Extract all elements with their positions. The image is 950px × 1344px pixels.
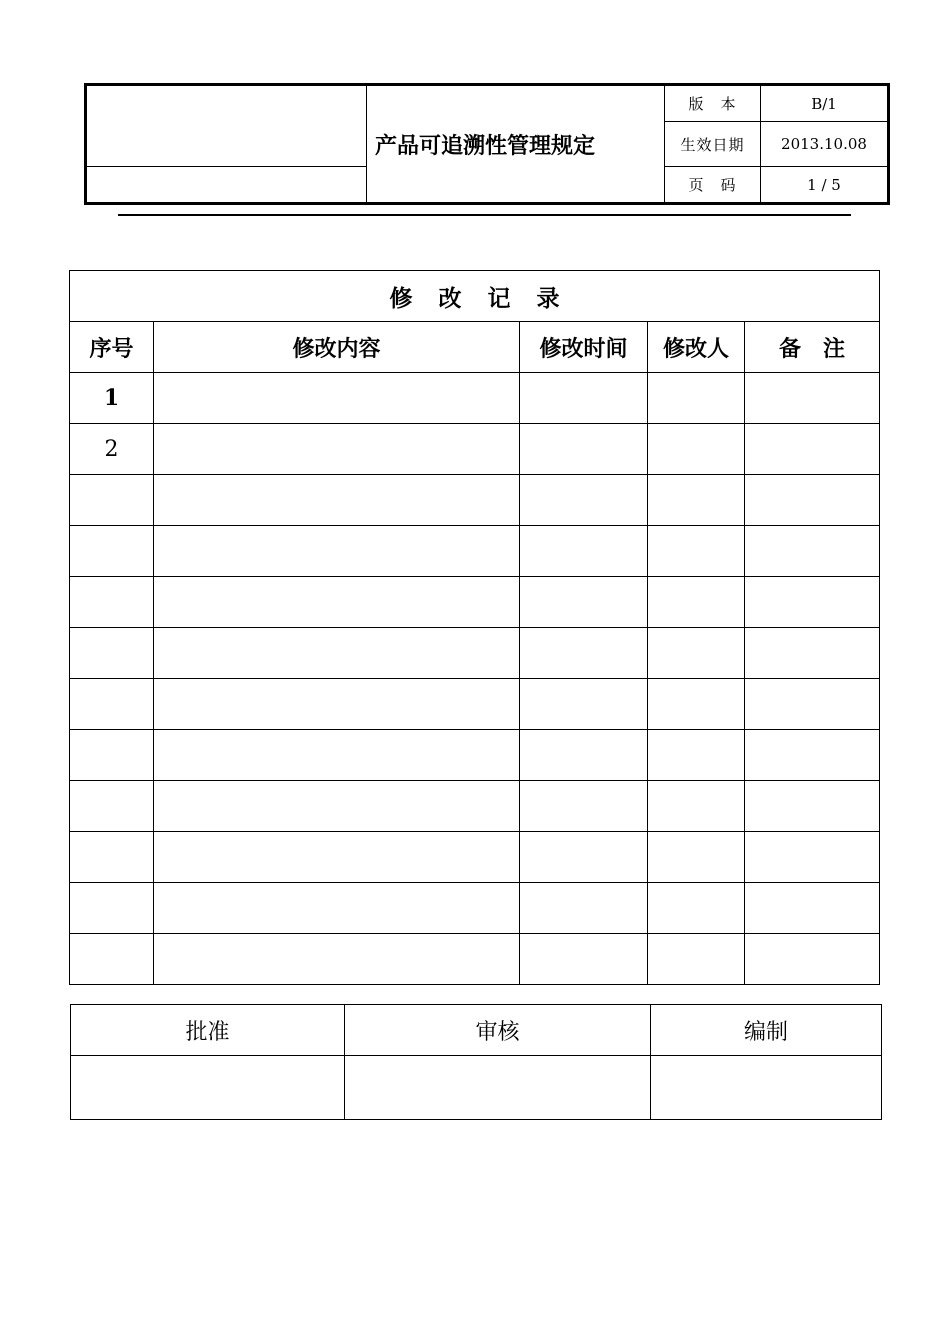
cell-modifier [648,424,745,475]
cell-seq [70,832,154,883]
table-row [70,424,880,475]
cell-remarks [745,679,880,730]
cell-content [154,475,520,526]
company-name-area [86,167,367,204]
cell-modifier [648,526,745,577]
cell-remarks [745,730,880,781]
cell-remarks [745,424,880,475]
cell-modifier [648,577,745,628]
cell-content [154,628,520,679]
cell-content [154,730,520,781]
cell-content [154,577,520,628]
revision-header-row [70,322,880,373]
cell-modifier [648,373,745,424]
cell-seq [70,577,154,628]
cell-remarks [745,832,880,883]
cell-content [154,781,520,832]
cell-seq [70,730,154,781]
cell-content [154,373,520,424]
table-row [70,577,880,628]
cell-time [520,424,648,475]
review-signature [345,1056,651,1120]
revision-rows [70,373,880,985]
table-row [70,781,880,832]
cell-seq [70,475,154,526]
revision-record-caption: 修改记录 [70,271,880,322]
cell-seq [70,628,154,679]
cell-remarks [745,577,880,628]
cell-time [520,526,648,577]
cell-remarks [745,475,880,526]
cell-modifier [648,883,745,934]
revision-record-table [69,270,880,985]
approve-signature [71,1056,345,1120]
cell-content [154,934,520,985]
table-row [70,832,880,883]
cell-remarks [745,883,880,934]
column-header-remarks: 备 注 [745,322,880,373]
approve-label: 批准 [71,1005,345,1056]
approval-header-row [71,1005,882,1056]
effective-date-label: 生效日期 [665,122,761,167]
effective-date-value: 2013.10.08 [761,122,889,167]
approval-sign-row [71,1056,882,1120]
cell-time [520,679,648,730]
cell-content [154,832,520,883]
cell-remarks [745,373,880,424]
cell-modifier [648,679,745,730]
cell-seq: 2 [70,424,154,475]
table-row [70,526,880,577]
cell-content [154,424,520,475]
cell-time [520,883,648,934]
cell-content [154,679,520,730]
cell-time [520,832,648,883]
cell-modifier [648,781,745,832]
column-header-seq: 序号 [70,322,154,373]
review-label: 审核 [345,1005,651,1056]
cell-time [520,373,648,424]
cell-remarks [745,628,880,679]
cell-time [520,730,648,781]
cell-time [520,628,648,679]
cell-time [520,781,648,832]
cell-remarks [745,934,880,985]
cell-seq [70,934,154,985]
header-divider [118,214,851,216]
table-row [70,730,880,781]
cell-modifier [648,730,745,781]
cell-modifier [648,628,745,679]
table-row [70,628,880,679]
page-value: 1 / 5 [761,167,889,204]
cell-seq [70,883,154,934]
approval-table [70,1004,882,1120]
column-header-content: 修改内容 [154,322,520,373]
cell-content [154,883,520,934]
cell-modifier [648,475,745,526]
cell-seq [70,679,154,730]
table-row [70,679,880,730]
cell-seq: 1 [70,373,154,424]
cell-seq [70,526,154,577]
cell-seq [70,781,154,832]
table-row [70,475,880,526]
document-header [84,83,890,205]
column-header-modifier: 修改人 [648,322,745,373]
page-label: 页 码 [665,167,761,204]
cell-remarks [745,526,880,577]
table-row [70,883,880,934]
column-header-time: 修改时间 [520,322,648,373]
version-value: B/1 [761,85,889,122]
table-row [70,373,880,424]
prepare-label: 编制 [651,1005,882,1056]
cell-time [520,577,648,628]
cell-modifier [648,934,745,985]
cell-time [520,475,648,526]
cell-time [520,934,648,985]
prepare-signature [651,1056,882,1120]
cell-modifier [648,832,745,883]
cell-remarks [745,781,880,832]
document-title: 产品可追溯性管理规定 [367,85,665,204]
logo-area [86,85,367,167]
cell-content [154,526,520,577]
version-label: 版 本 [665,85,761,122]
table-row [70,934,880,985]
